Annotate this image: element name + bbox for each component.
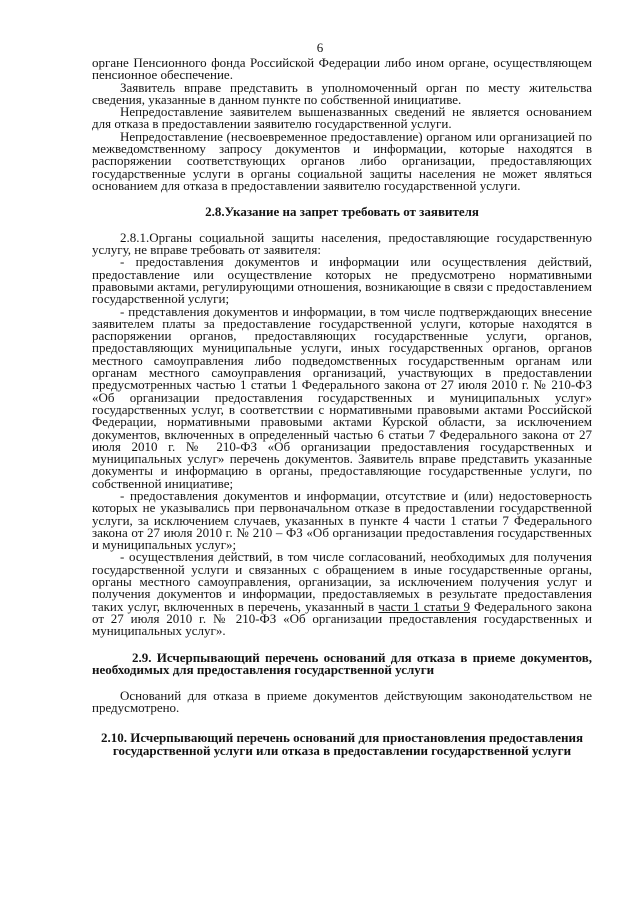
section-heading-2-8: 2.8.Указание на запрет требовать от заявителя	[205, 204, 479, 220]
list-item: - представления документов и информации, в том числе подтверждающих внесение заявителем платы за предоставление государственной услуги, которые находятся в распоряжении органов, предоставляющих государственные услуги, органов, предоставляющих муниципальные услуги, иных государственных органов, органов местного самоуправления либо подведомственных государственным органам или органам местного самоуправления организаций, участвующих в предоставлении предусмотренных частью 1 статьи 1 Федерального закона от 27 июля 2010 г. № 210-ФЗ «Об организации предоставления государственных и муниципальных услуг» государственных услуг, в соответствии с нормативными правовыми актами Российской Федерации, нормативными правовыми актами Курской области, за исключением документов, включенных в определенный частью 6 статьи 7 Федерального закона от 27 июля 2010 г. № 210-ФЗ «Об организации предоставления государственных и муниципальных услуг» перечень документов. Заявитель вправе представить указанные документы и информацию в органы, предоставляющие государственные услуги, по собственной инициативе;	[92, 303, 592, 491]
text-span: Федерального закона от 27 июля 2010 г. № 210-ФЗ «Об организации предоставления государственных и муниципальных услуг».	[92, 598, 592, 639]
section-heading-2-9: 2.9. Исчерпывающий перечень оснований для отказа в приеме документов, необходимых для предоставления государственной услуги	[92, 649, 592, 678]
section-heading-2-10: 2.10. Исчерпывающий перечень оснований для приостановления предоставления государственной услуги или отказа в предоставлении государственной услуги	[101, 730, 583, 758]
document-body	[92, 57, 592, 757]
paragraph: Непредоставление заявителем вышеназванных сведений не является основанием для отказа в предоставлении заявителю государственной услуги.	[92, 104, 592, 132]
paragraph: Оснований для отказа в приеме документов действующим законодательством не предусмотрено.	[92, 687, 592, 715]
paragraph: органе Пенсионного фонда Российской Федерации либо ином органе, осуществляющем пенсионное обеспечение.	[92, 55, 592, 83]
list-item: - предоставления документов и информации или осуществления действий, предоставление или осуществление которых не предусмотрено нормативными правовыми актами, регулирующими отношения, возникающие в связи с предоставлением государственной услуги;	[92, 254, 592, 307]
law-reference-link[interactable]: части 1 статьи 9	[378, 598, 470, 614]
paragraph: Непредоставление (несвоевременное предоставление) органом или организацией по межведомственному запросу документов и информации, которые находятся в распоряжении соответствующих органов либо организации, предоставляющих государственные услуги в органы социальной защиты населения не может являться основанием для отказа в предоставлении заявителю государственной услуги.	[92, 128, 592, 193]
list-item	[92, 551, 592, 637]
paragraph: Заявитель вправе представить в уполномоченный орган по месту жительства сведения, указанные в данном пункте по собственной инициативе.	[92, 79, 592, 107]
page-number: 6	[316, 40, 324, 55]
list-item: - предоставления документов и информации, отсутствие и (или) недостоверность которых не указывались при первоначальном отказе в предоставлении государственной услуги, за исключением случаев, указанных в пункте 4 части 1 статьи 7 Федерального закона от 27 июля 2010 г. № 210 – ФЗ «Об организации предоставления государственных и муниципальных услуг»;	[92, 488, 592, 553]
paragraph: 2.8.1.Органы социальной защиты населения, предоставляющие государственную услугу, не вправе требовать от заявителя:	[92, 229, 592, 258]
text-span: - осуществления действий, в том числе согласований, необходимых для получения государственной услуги и связанных с обращением в иные государственные органы, органы местного самоуправления, организации, за исключением получения услуг и получения документов и информации, предоставляемых в результате предоставления таких услуг, включенных в перечень, указанный в	[92, 549, 592, 614]
